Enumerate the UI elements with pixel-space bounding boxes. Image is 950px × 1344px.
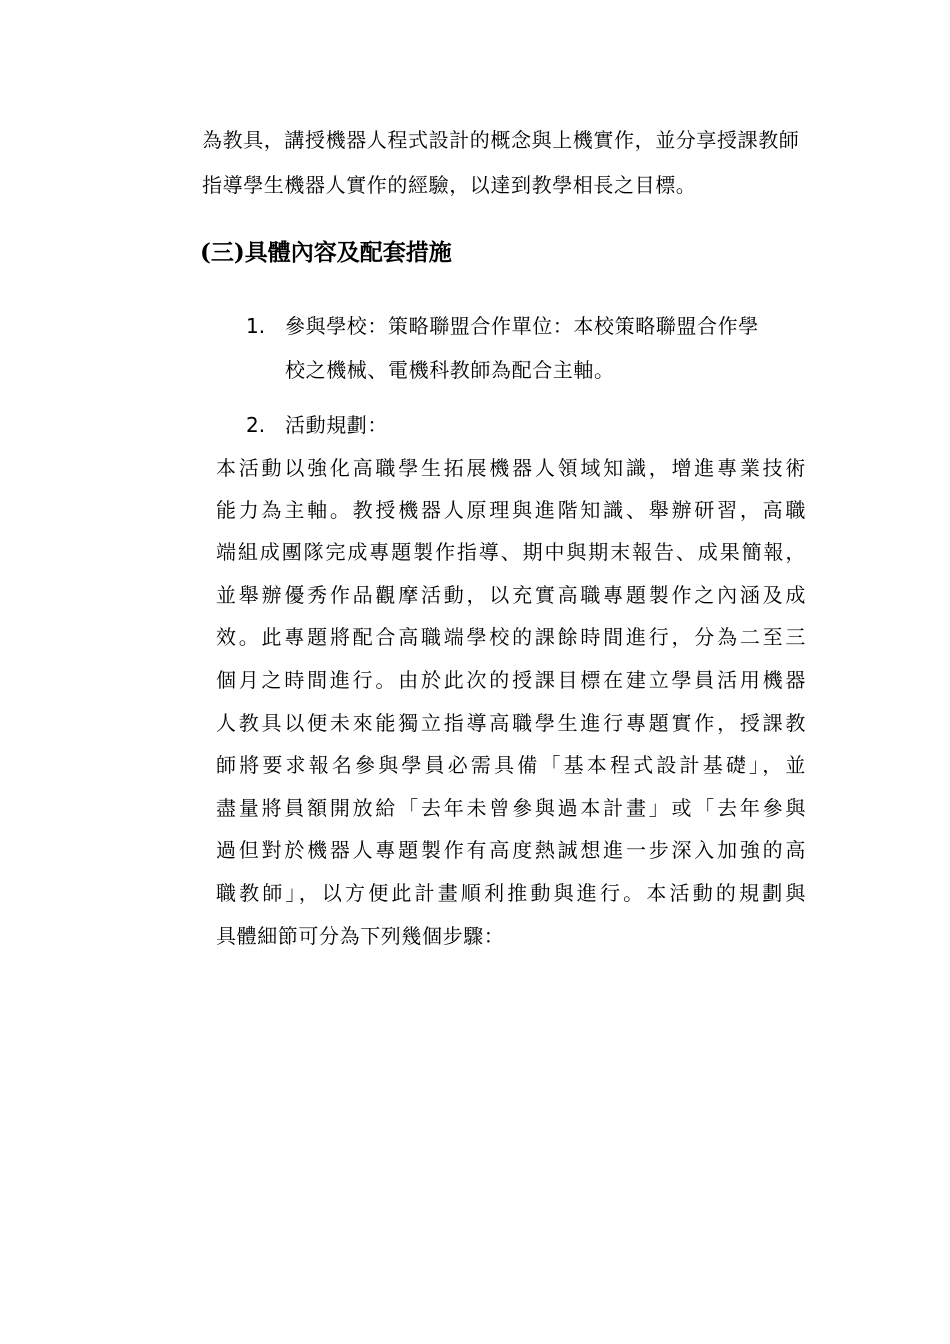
- body-line-4: 並舉辦優秀作品觀摩活動，以充實高職專題製作之內涵及成: [216, 583, 806, 607]
- body-line-7: 人教具以便未來能獨立指導高職學生進行專題實作，授課教: [216, 711, 806, 735]
- list-item-2-line-1: 活動規劃：: [285, 413, 388, 437]
- body-line-12: 具體細節可分為下列幾個步驟：: [216, 924, 505, 948]
- body-line-5: 效。此專題將配合高職端學校的課餘時間進行，分為二至三: [216, 625, 806, 649]
- section-heading: (三)具體內容及配套措施: [200, 239, 452, 266]
- body-line-6: 個月之時間進行。由於此次的授課目標在建立學員活用機器: [216, 668, 806, 692]
- body-line-9: 盡量將員額開放給「去年未曾參與過本計畫」或「去年參與: [216, 796, 806, 820]
- body-line-8: 師將要求報名參與學員必需具備「基本程式設計基礎」，並: [216, 753, 806, 777]
- intro-line-1: 為教具，講授機器人程式設計的概念與上機實作，並分享授課教師: [202, 128, 800, 152]
- body-line-10: 過但對於機器人專題製作有高度熱誠想進一步深入加強的高: [216, 838, 806, 862]
- list-item-1-line-2: 校之機械、電機科教師為配合主軸。: [285, 358, 615, 382]
- body-line-2: 能力為主軸。教授機器人原理與進階知識、舉辦研習，高職: [216, 498, 806, 522]
- body-line-3: 端組成團隊完成專題製作指導、期中與期末報告、成果簡報，: [216, 540, 806, 564]
- intro-line-2: 指導學生機器人實作的經驗，以達到教學相長之目標。: [202, 173, 697, 197]
- list-item-2-number: 2.: [246, 413, 266, 437]
- list-item-1-line-1: 參與學校：策略聯盟合作單位：本校策略聯盟合作學: [285, 314, 759, 338]
- body-line-11: 職教師」，以方便此計畫順利推動與進行。本活動的規劃與: [216, 881, 806, 905]
- body-line-1: 本活動以強化高職學生拓展機器人領域知識，增進專業技術: [216, 456, 806, 480]
- list-item-1-number: 1.: [246, 314, 266, 338]
